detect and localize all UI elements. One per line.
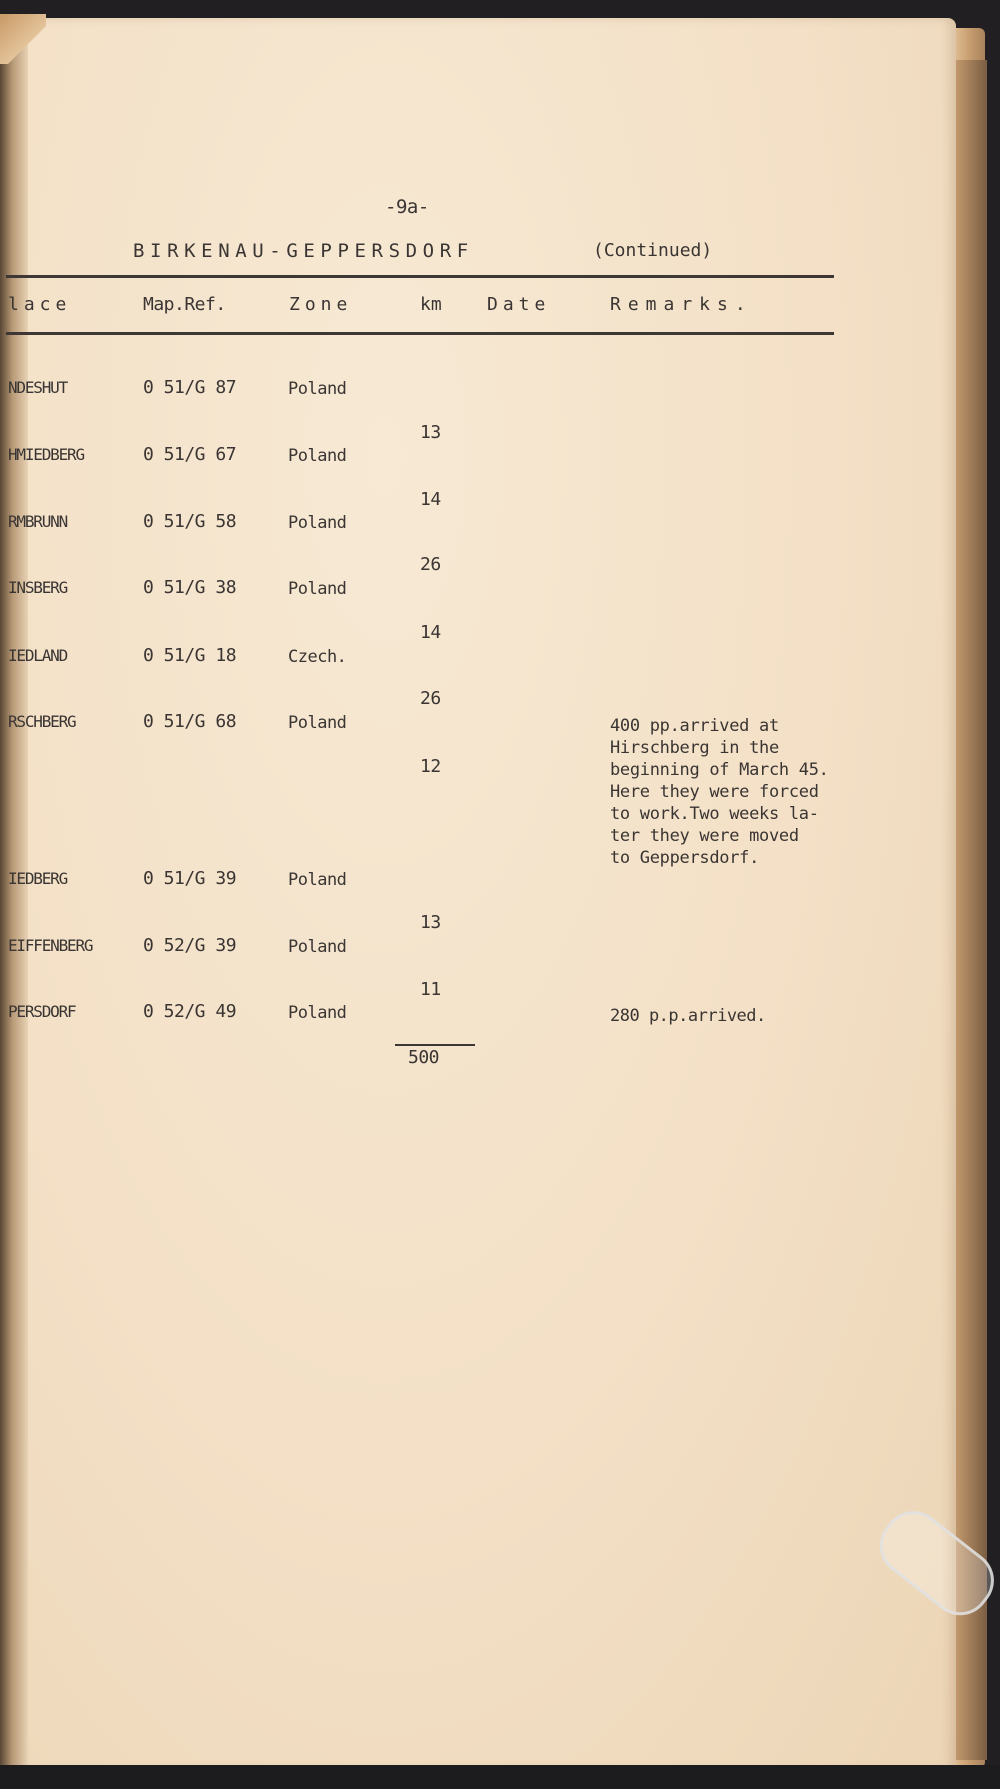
cell-km: 14 (420, 622, 441, 643)
binding-spine (0, 18, 28, 1770)
cell-zone: Poland (288, 513, 347, 533)
cell-map-ref: 0 52/G 39 (143, 935, 237, 956)
cell-map-ref: 0 51/G 58 (143, 511, 237, 532)
total-km: 500 (408, 1047, 440, 1068)
cell-zone: Poland (288, 1003, 347, 1023)
cell-km: 26 (420, 688, 441, 709)
cell-zone: Poland (288, 379, 347, 399)
column-header-map-ref: Map.Ref. (143, 294, 226, 315)
cell-zone: Czech. (288, 647, 347, 667)
cell-zone: Poland (288, 446, 347, 466)
cell-place: EIFFENBERG (8, 936, 93, 955)
column-header-place: lace (8, 294, 72, 315)
column-header-remarks: Remarks. (610, 294, 753, 315)
cell-place: PERSDORF (8, 1002, 76, 1021)
cell-map-ref: 0 51/G 18 (143, 645, 237, 666)
cell-map-ref: 0 51/G 38 (143, 577, 237, 598)
cell-place: INSBERG (8, 578, 68, 597)
column-header-zone: Zone (289, 294, 353, 315)
cell-km: 13 (420, 422, 441, 443)
cell-place: RSCHBERG (8, 712, 76, 731)
column-header-date: Date (487, 294, 551, 315)
cell-zone: Poland (288, 937, 347, 957)
cell-map-ref: 0 51/G 67 (143, 444, 237, 465)
document-title: BIRKENAU-GEPPERSDORF (133, 240, 474, 262)
cell-zone: Poland (288, 579, 347, 599)
cell-km: 12 (420, 756, 441, 777)
cell-map-ref: 0 51/G 87 (143, 377, 237, 398)
page-number: -9a- (385, 196, 429, 218)
cell-place: NDESHUT (8, 378, 68, 397)
cell-place: IEDBERG (8, 869, 68, 888)
header-rule-bottom (6, 332, 834, 335)
cell-km: 26 (420, 554, 441, 575)
cell-map-ref: 0 51/G 39 (143, 868, 237, 889)
document-subtitle: (Continued) (593, 240, 713, 261)
cell-place: RMBRUNN (8, 512, 68, 531)
total-rule (395, 1044, 475, 1046)
cell-map-ref: 0 52/G 49 (143, 1001, 237, 1022)
header-rule-top (6, 275, 834, 278)
remark-geppersdorf: 280 p.p.arrived. (610, 1006, 766, 1026)
remark-hirschberg: 400 pp.arrived at Hirschberg in the beginning of March 45. Here they were forced to work.Two weeks la- ter they were moved to Geppersdorf. (610, 716, 829, 868)
cell-zone: Poland (288, 870, 347, 890)
cell-map-ref: 0 51/G 68 (143, 711, 237, 732)
cell-km: 14 (420, 489, 441, 510)
folded-corner (0, 14, 46, 64)
page-edges-shadow (955, 60, 987, 1760)
document-page (6, 18, 956, 1770)
cell-zone: Poland (288, 713, 347, 733)
cell-km: 13 (420, 912, 441, 933)
cell-place: IEDLAND (8, 646, 68, 665)
cell-km: 11 (420, 979, 441, 1000)
column-header-km: km (420, 294, 442, 315)
cell-place: HMIEDBERG (8, 445, 84, 464)
bottom-shadow (0, 1765, 1000, 1789)
